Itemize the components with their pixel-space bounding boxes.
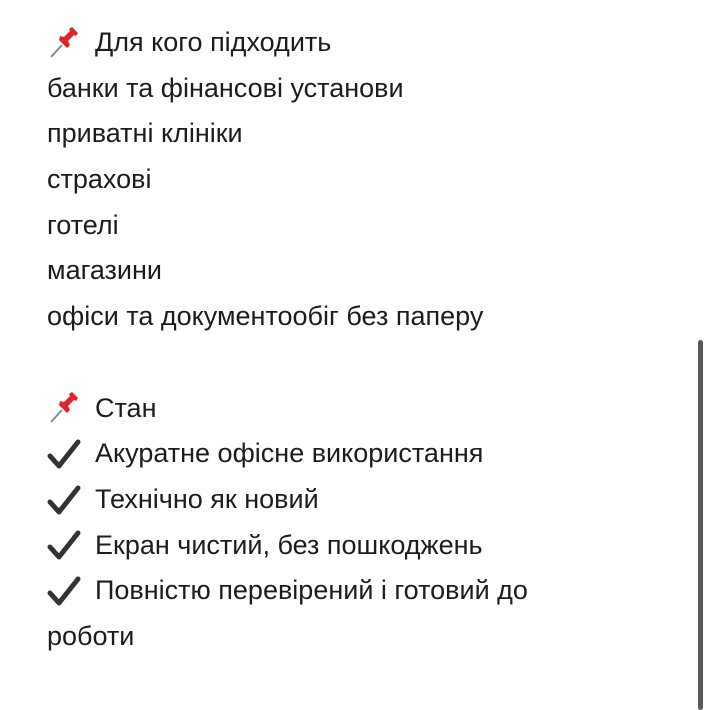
list-item: приватні клініки (47, 118, 243, 149)
checkmark-icon (47, 437, 81, 471)
heading-text: Стан (95, 392, 157, 423)
scrollbar[interactable] (698, 340, 703, 710)
list-item: страхові (47, 164, 152, 195)
list-item: магазини (47, 255, 163, 286)
section-heading-audience (47, 20, 689, 66)
description-text (47, 20, 689, 660)
list-item: банки та фінансові установи (47, 72, 404, 103)
list-item: готелі (47, 209, 119, 240)
section-heading-condition (47, 386, 689, 432)
pushpin-icon (47, 391, 81, 425)
checkmark-icon (47, 528, 81, 562)
blank-line (47, 340, 689, 386)
list-item: Акуратне офісне використання (47, 431, 689, 477)
list-item: Технічно як новий (47, 477, 689, 523)
checkmark-icon (47, 574, 81, 608)
list-item: офіси та документообіг без паперу (47, 301, 484, 332)
pushpin-icon (47, 26, 81, 60)
heading-text: Для кого підходить (95, 27, 332, 57)
list-item-continuation: роботи (47, 620, 135, 651)
list-item: Повністю перевірений і готовий до (47, 568, 689, 614)
checkmark-icon (47, 483, 81, 517)
list-item: Екран чистий, без пошкоджень (47, 523, 689, 569)
